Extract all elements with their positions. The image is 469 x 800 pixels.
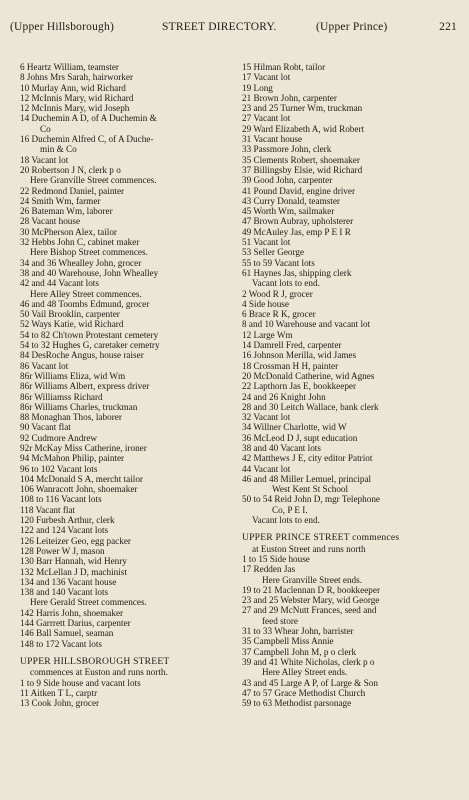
directory-entry: 118 Vacant flat: [20, 504, 76, 515]
directory-entry: 122 and 124 Vacant lots: [20, 525, 109, 536]
directory-entry: 42 and 44 Vacant lots: [20, 278, 99, 289]
directory-entry: 13 Cook John, grocer: [20, 698, 100, 709]
directory-entry: 37 Campbell John M, p o clerk: [242, 646, 357, 657]
directory-entry: 14 Damrell Fred, carpenter: [242, 340, 342, 351]
directory-entry: Here Granville Street ends.: [262, 574, 363, 585]
directory-entry: 49 McAuley Jas, emp P E I R: [242, 226, 351, 237]
directory-entry: 30 McPherson Alex, tailor: [20, 226, 117, 237]
directory-entry: 130 Barr Hannah, wid Henry: [20, 556, 127, 567]
section-gap: [242, 525, 464, 533]
directory-entry: West Kent St School: [272, 484, 349, 495]
directory-entry: 54 to 82 Ch'town Protestant cemetery: [20, 329, 159, 340]
directory-entry: 42 Matthews J E, city editor Patriot: [242, 453, 373, 464]
directory-entry: 84 DesRoche Angus, house raiser: [20, 350, 144, 361]
directory-entry: 128 Power W J, mason: [20, 545, 105, 556]
directory-entry: 1 to 9 Side house and vacant lots: [20, 677, 141, 688]
directory-entry: 21 Brown John, carpenter: [242, 92, 337, 103]
directory-entry: 120 Furbesh Arthur, clerk: [20, 515, 115, 526]
page-header: [10, 21, 457, 37]
directory-entry: 50 to 54 Reid John D, mgr Telephone: [242, 494, 381, 505]
directory-entry: Vacant lots to end.: [252, 515, 320, 526]
directory-entry: 8 Johns Mrs Sarah, hairworker: [20, 72, 134, 83]
directory-entry: 55 to 59 Vacant lots: [242, 257, 315, 268]
directory-entry: 86r Williams Albert, express driver: [20, 381, 150, 392]
directory-entry: 41 Pound David, engine driver: [242, 185, 356, 196]
directory-entry: 47 to 57 Grace Methodist Church: [242, 687, 366, 698]
directory-entry: 23 and 25 Webster Mary, wid George: [242, 595, 380, 606]
directory-entry: 106 Wanracott John, shoemaker: [20, 484, 138, 495]
directory-entry: 38 and 40 Vacant lots: [242, 442, 321, 453]
directory-entry: 17 Redden Jas: [242, 564, 296, 575]
directory-entry: 26 Bateman Wm, laborer: [20, 206, 113, 217]
directory-entry: 2 Wood R J, grocer: [242, 288, 313, 299]
directory-entry: 6 Brace R K, grocer: [242, 309, 316, 320]
directory-entry: 11 Aitken T L, carptr: [20, 687, 98, 698]
directory-entry: 108 to 116 Vacant lots: [20, 494, 102, 505]
directory-entry: Here Granville Street commences.: [30, 175, 157, 186]
directory-entry: 86r Williams Eliza, wid Wm: [20, 370, 126, 381]
right-column: [242, 62, 464, 708]
directory-entry: 50 Vail Brooklin, carpenter: [20, 309, 120, 320]
directory-entry: 134 and 136 Vacant house: [20, 576, 117, 587]
directory-entry: 38 and 40 Warehouse, John Whealley: [20, 267, 159, 278]
directory-entry: 86r Williamss Richard: [20, 391, 103, 402]
directory-entry: 92 Cudmore Andrew: [20, 432, 98, 443]
directory-entry: 44 Vacant lot: [242, 463, 291, 474]
directory-entry: 22 Lapthorn Jas E, bookkeeper: [242, 381, 357, 392]
directory-entry: 90 Vacant flat: [20, 422, 71, 433]
left-column: [20, 62, 242, 708]
header-left-street: (Upper Hillsborough): [10, 21, 114, 33]
directory-entry: 34 Willner Charlotte, wid W: [242, 422, 347, 433]
directory-entry: 16 Duchemin Alfred C, of A Duche-: [20, 134, 154, 145]
directory-entry: Here Alley Street ends.: [262, 667, 348, 678]
directory-entry: 35 Clements Robert, shoemaker: [242, 154, 360, 165]
directory-entry: Co: [40, 123, 51, 134]
directory-entry: 142 Harris John, shoemaker: [20, 607, 124, 618]
directory-entry: 17 Vacant lot: [242, 72, 291, 83]
directory-entry: 92r McKay Miss Catherine, ironer: [20, 442, 147, 453]
directory-entry: 144 Garrrett Darius, carpenter: [20, 618, 131, 629]
directory-entry: 31 to 33 Whear John, barrister: [242, 626, 354, 637]
directory-entry: at Euston Street and runs north: [252, 543, 366, 554]
directory-entry: 34 and 36 Whealley John, grocer: [20, 257, 142, 268]
directory-entry: 14 Duchemin A D, of A Duchemin &: [20, 113, 157, 124]
directory-entry: 96 to 102 Vacant lots: [20, 463, 98, 474]
directory-entry: 45 Worth Wm, sailmaker: [242, 206, 335, 217]
directory-entry: 94 McMahon Philip, painter: [20, 453, 125, 464]
directory-entry: Co, P E I.: [272, 504, 308, 515]
directory-entry: 10 Murlay Ann, wid Richard: [20, 82, 126, 93]
header-right-street: (Upper Prince): [316, 21, 388, 33]
directory-entry: 104 McDonald S A, mercht tailor: [20, 473, 143, 484]
directory-entry: 86r Williams Charles, truckman: [20, 401, 138, 412]
directory-entry: commences at Euston and runs north.: [30, 667, 168, 678]
directory-entry: 35 Campbell Miss Annie: [242, 636, 334, 647]
directory-entry: 59 to 63 Methodist parsonage: [242, 698, 352, 709]
directory-entry: 16 Johnson Merilla, wid James: [242, 350, 357, 361]
directory-entry: Here Bishop Street commences.: [30, 247, 148, 258]
directory-entry: 6 Heartz William, teamster: [20, 62, 119, 72]
directory-entry: 12 Large Wm: [242, 329, 293, 340]
street-heading: UPPER HILLSBOROUGH STREET: [20, 656, 170, 667]
directory-entry: feed store: [262, 615, 298, 626]
directory-entry: 31 Vacant house: [242, 134, 303, 145]
directory-entry: 27 and 29 McNutt Frances, seed and: [242, 605, 377, 616]
directory-entry: 19 to 21 Maclennan D R, bookkeeper: [242, 584, 381, 595]
directory-entry: 28 Vacant house: [20, 216, 81, 227]
directory-entry: 4 Side house: [242, 298, 289, 309]
directory-entry: 61 Haynes Jas, shipping clerk: [242, 267, 352, 278]
directory-entry: 12 McInnis Mary, wid Joseph: [20, 103, 130, 114]
directory-entry: 53 Seller George: [242, 247, 305, 258]
directory-entry: 43 and 45 Large A P, of Large & Son: [242, 677, 378, 688]
directory-entry: 29 Ward Elizabeth A, wid Robert: [242, 123, 365, 134]
directory-entry: 146 Ball Samuel, seaman: [20, 628, 114, 639]
directory-entry: 18 Vacant lot: [20, 154, 69, 165]
directory-entry: 88 Monaghan Thos, laborer: [20, 412, 122, 423]
directory-entry: Here Gerald Street commences.: [30, 597, 147, 608]
directory-entry: Here Alley Street commences.: [30, 288, 142, 299]
directory-entry: 23 and 25 Turner Wm, truckman: [242, 103, 363, 114]
directory-entry: 33 Passmore John, clerk: [242, 144, 332, 155]
directory-entry: 46 and 48 Miller Lemuel, principal: [242, 473, 372, 484]
directory-entry: 37 Billingsby Elsie, wid Richard: [242, 164, 363, 175]
directory-entry: 46 and 48 Toombs Edmund, grocer: [20, 298, 150, 309]
directory-entry: 27 Vacant lot: [242, 113, 291, 124]
directory-entry: 86 Vacant lot: [20, 360, 69, 371]
directory-entry: 43 Curry Donald, teamster: [242, 195, 340, 206]
directory-entry: 126 Leiteizer Geo, egg packer: [20, 535, 131, 546]
street-heading: UPPER PRINCE STREET commences: [242, 533, 400, 544]
directory-entry: 52 Ways Katie, wid Richard: [20, 319, 124, 330]
directory-entry: 138 and 140 Vacant lots: [20, 587, 109, 598]
directory-entry: 148 to 172 Vacant lots: [20, 638, 102, 649]
directory-entry: 39 and 41 White Nicholas, clerk p o: [242, 656, 375, 667]
directory-entry: 12 McInnis Mary, wid Richard: [20, 92, 134, 103]
directory-entry: 24 and 26 Knight John: [242, 391, 326, 402]
directory-entry: 51 Vacant lot: [242, 237, 291, 248]
page-number: 221: [439, 21, 457, 33]
directory-entry: 32 Vacant lot: [242, 412, 291, 423]
directory-entry: 20 McDonald Catherine, wid Agnes: [242, 370, 375, 381]
directory-entry: 32 Hebbs John C, cabinet maker: [20, 237, 140, 248]
directory-entry: 19 Long: [242, 82, 273, 93]
directory-entry: 39 Good John, carpenter: [242, 175, 333, 186]
directory-entry: Vacant lots to end.: [252, 278, 320, 289]
directory-entry: 18 Crossman H H, painter: [242, 360, 339, 371]
directory-entry: 47 Brown Aubray, upholsterer: [242, 216, 354, 227]
directory-entry: 36 McLeod D J, supt education: [242, 432, 358, 443]
directory-entry: 132 McLellan J D, machinist: [20, 566, 127, 577]
directory-entry: 20 Robertson J N, clerk p o: [20, 164, 121, 175]
directory-entry: 28 and 30 Leitch Wallace, bank clerk: [242, 401, 379, 412]
directory-entry: 8 and 10 Warehouse and vacant lot: [242, 319, 371, 330]
header-title: STREET DIRECTORY.: [162, 21, 277, 33]
directory-entry: 15 Hilman Robt, tailor: [242, 62, 326, 72]
directory-entry: 54 to 32 Hughes G, caretaker cemetry: [20, 340, 160, 351]
directory-entry: 24 Smith Wm, farmer: [20, 195, 101, 206]
section-gap: [20, 649, 242, 657]
directory-entry: 1 to 15 Side house: [242, 553, 310, 564]
directory-entry: min & Co: [40, 144, 77, 155]
directory-entry: 22 Redmond Daniel, painter: [20, 185, 125, 196]
